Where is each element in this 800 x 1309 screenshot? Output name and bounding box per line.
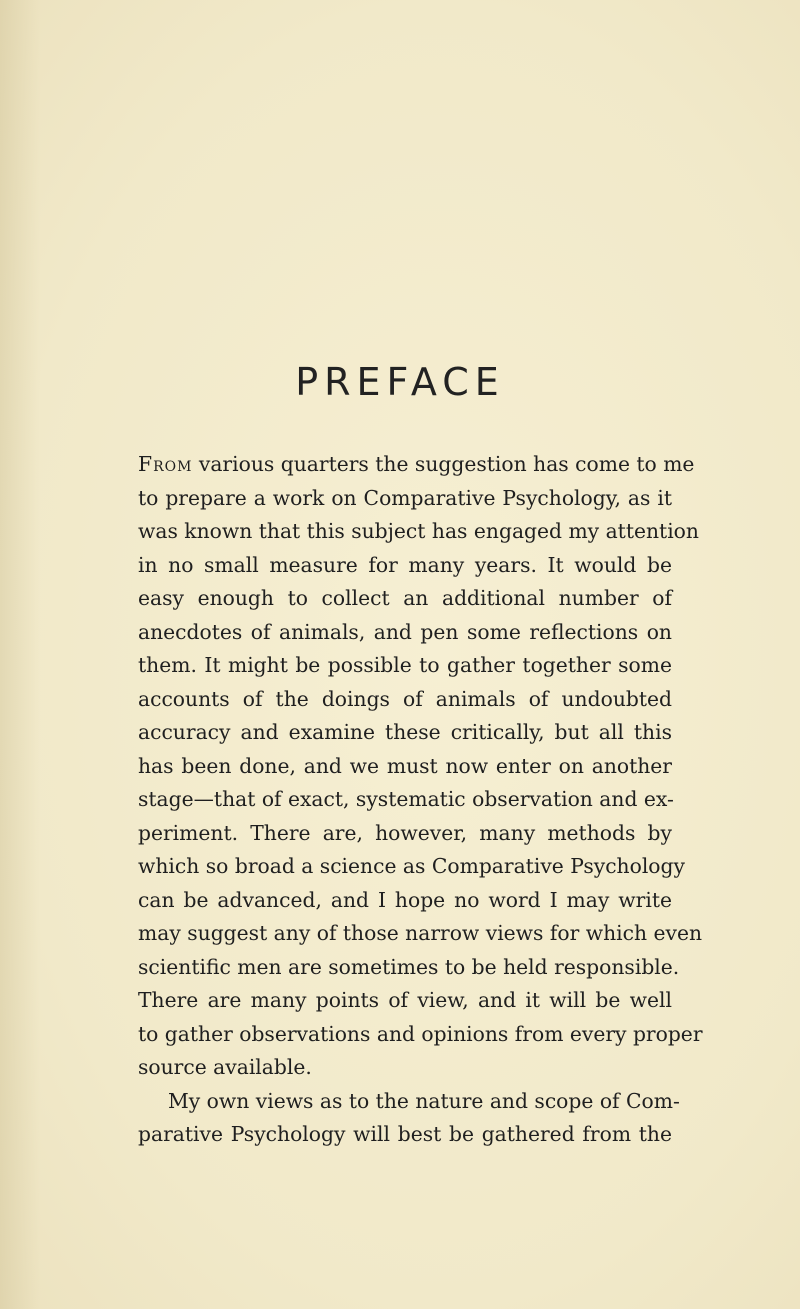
text-line: can be advanced, and I hope no word I may write <box>138 887 672 912</box>
text-line: may suggest any of those narrow views for which even <box>138 921 703 945</box>
text-line: parative Psychology will best be gathered from the <box>138 1122 672 1146</box>
text-line: accuracy and examine these critically, but all this <box>138 720 672 744</box>
text-line: easy enough to collect an additional number of <box>138 586 672 610</box>
text-line: was known that this subject has engaged my attention <box>138 519 699 543</box>
text-line: periment. There are, however, many methods by <box>138 820 672 845</box>
text-line: source available. <box>138 1055 312 1079</box>
text-line: them. It might be possible to gather together some <box>138 653 672 677</box>
text-line: anecdotes of animals, and pen some reflections on <box>138 619 672 644</box>
page-title: PREFACE <box>295 360 505 404</box>
opening-word: From <box>138 452 193 476</box>
page-gutter-shadow <box>0 0 40 1309</box>
text-line: stage—that of exact, systematic observation and ex- <box>138 787 674 811</box>
text-line: to prepare a work on Comparative Psychology, as it <box>138 485 672 510</box>
paragraph-2-line-1: My own views as to the nature and scope of Com- <box>168 1088 680 1113</box>
text-line: scientific men are sometimes to be held responsible. <box>138 954 680 979</box>
text-line: accounts of the doings of animals of undoubted <box>138 686 672 711</box>
paragraph-1-line-1: From various quarters the suggestion has come to me <box>138 452 695 476</box>
preface-text <box>138 448 703 1152</box>
text-line: in no small measure for many years. It would be <box>138 552 672 577</box>
text-line: There are many points of view, and it will be well <box>138 988 672 1012</box>
text-line: to gather observations and opinions from every proper <box>138 1021 703 1046</box>
text-line: has been done, and we must now enter on another <box>138 753 672 778</box>
text-line: which so broad a science as Comparative Psychology <box>138 854 685 878</box>
